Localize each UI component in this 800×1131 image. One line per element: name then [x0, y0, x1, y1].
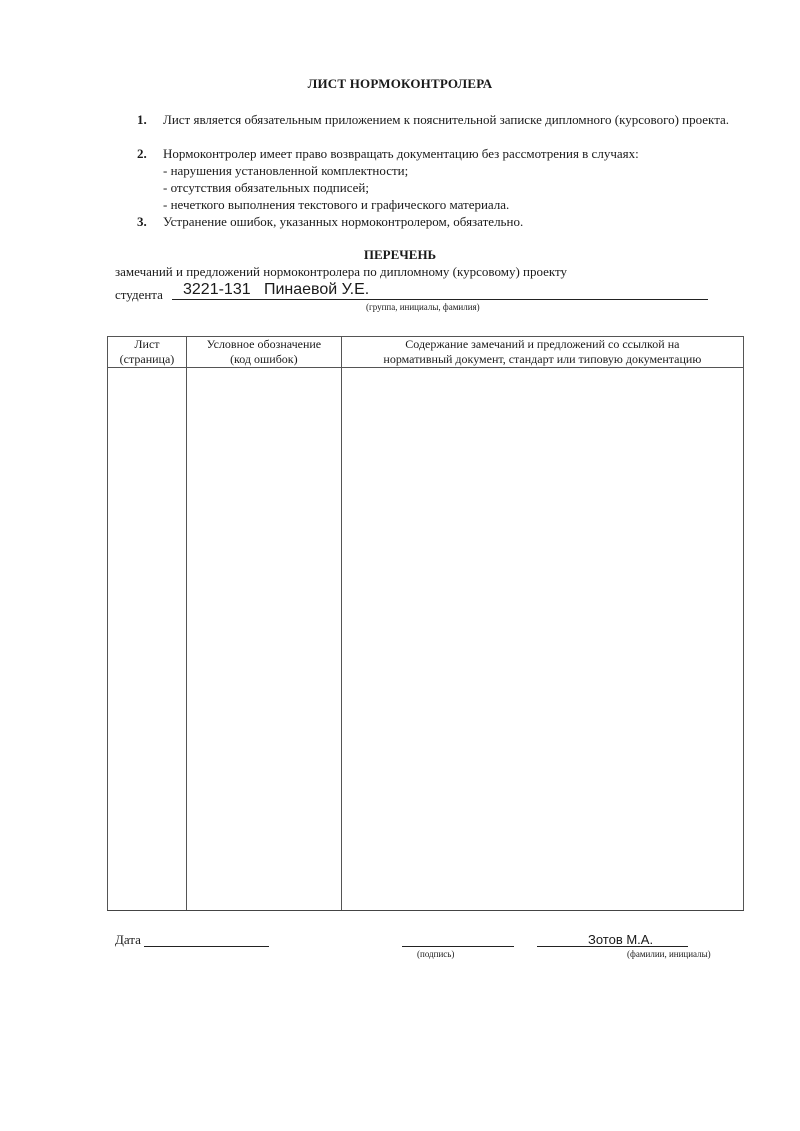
student-field: 3221-131 Пинаевой У.Е.	[183, 281, 370, 298]
signature-field[interactable]	[402, 932, 514, 947]
table-cell-code[interactable]	[186, 368, 341, 911]
student-label: студента	[115, 287, 163, 302]
header-line: Условное обозначение	[206, 337, 322, 351]
rule-item-2	[137, 145, 743, 162]
signature-caption: (подпись)	[417, 949, 455, 959]
col-header-content	[341, 337, 743, 368]
date-field[interactable]	[144, 932, 269, 947]
rule-item-1	[137, 111, 743, 128]
page-title: ЛИСТ НОРМОКОНТРОЛЕРА	[307, 76, 493, 91]
header-line: Содержание замечаний и предложений со ссылкой на	[405, 337, 680, 351]
name-caption: (фамилии, инициалы)	[627, 949, 711, 959]
col-header-sheet	[108, 337, 187, 368]
rule-text: Нормоконтролер имеет право возвращать документацию без рассмотрения в случаях:	[163, 146, 639, 161]
table-header-row	[108, 337, 744, 368]
rule-number: 3.	[137, 214, 147, 229]
date-label: Дата	[115, 932, 141, 947]
case-item-1: - нарушения установленной комплектности;	[163, 163, 409, 178]
header-line: (страница)	[119, 352, 175, 366]
case-item-3: - нечеткого выполнения текстового и графического материала.	[163, 197, 510, 212]
rule-text: Лист является обязательным приложением к пояснительной записке дипломного (курсового) проекта.	[163, 112, 730, 127]
inspector-name-field: Зотов М.А.	[588, 932, 654, 947]
rule-number: 1.	[137, 112, 147, 127]
remarks-table	[107, 336, 744, 911]
rule-item-3	[137, 213, 743, 230]
case-item-2: - отсутствия обязательных подписей;	[163, 180, 369, 195]
col-header-code	[186, 337, 341, 368]
header-line: Лист	[134, 337, 160, 351]
list-heading: ПЕРЕЧЕНЬ	[363, 247, 437, 262]
list-subtitle: замечаний и предложений нормоконтролера по дипломному (курсовому) проекту	[115, 264, 568, 279]
rule-number: 2.	[137, 146, 147, 161]
table-cell-sheet[interactable]	[108, 368, 187, 911]
table-cell-content[interactable]	[341, 368, 743, 911]
student-caption: (группа, инициалы, фамилия)	[366, 302, 480, 312]
rule-text: Устранение ошибок, указанных нормоконтролером, обязательно.	[163, 214, 524, 229]
header-line: нормативный документ, стандарт или типовую документацию	[383, 352, 702, 366]
header-line: (код ошибок)	[230, 352, 298, 366]
table-row	[108, 368, 744, 911]
